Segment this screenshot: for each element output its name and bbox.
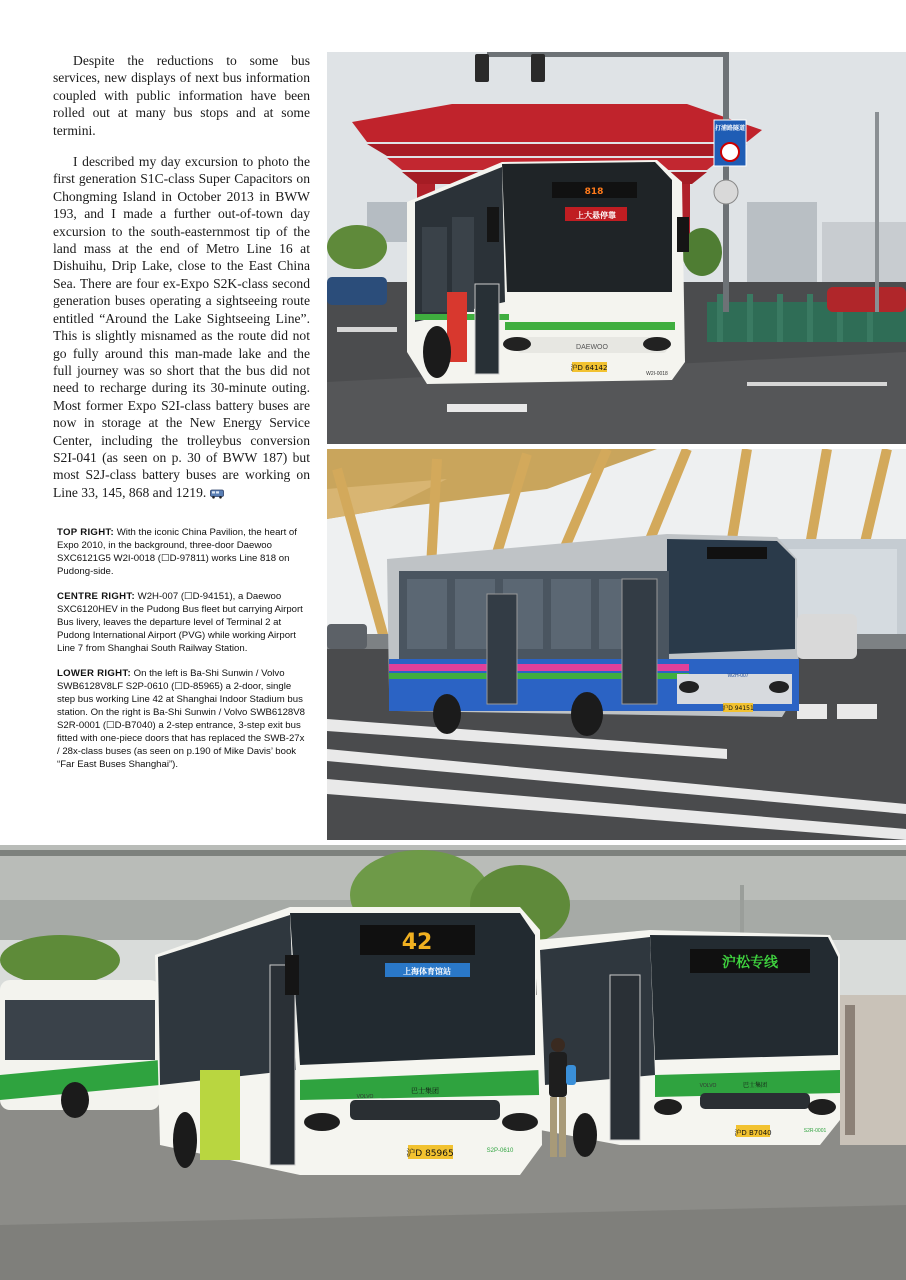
bus-far-left xyxy=(0,980,160,1118)
bus-husong-line xyxy=(535,930,840,1157)
bus-icon xyxy=(210,489,224,499)
photo-centre-right xyxy=(327,449,906,840)
fleet-number: W2H-007 xyxy=(727,673,749,679)
svg-text:818: 818 xyxy=(584,187,604,197)
article-body xyxy=(53,52,310,515)
registration-plate: 沪D 64142 xyxy=(570,364,608,372)
route-number: 42 xyxy=(401,930,433,955)
destination-sign: 沪松专线 xyxy=(722,955,778,971)
caption-text: On the left is Ba-Shi Sunwin / Volvo SWB6128V8LF S2P-0610 (☐D-85965) a 2-door, single step bus working Line 42 at Shanghai Indoor Stadium bus station. On the right is Ba-Shi Sunwin / Volvo SWB6128V8 S2R-0001 (☐D-B7040) a 2-step entrance, 3-step exit bus fitted with one-piece doors that has replaced the SWB-27x / 28x-class buses (as seen on p.190 of Mike Davis’ book “Far East Buses Shanghai”). xyxy=(57,668,305,770)
bus-route-42 xyxy=(155,907,550,1175)
fleet-number: S2R-0001 xyxy=(803,1128,827,1134)
caption-heading: TOP RIGHT: xyxy=(57,527,115,538)
photo-top-right xyxy=(327,52,906,444)
article-paragraph: I described my day excursion to photo the first generation S1C-class Super Capacitors on Chongming Island in October 2013 in BWW 193, and I made a further out-of-town day excursion to the south-easternmost tip of the land mass at the end of Metro Line 16 at Dishuihu, Drip Lake, close to the East China Sea. There are four ex-Expo S2K-class second generation buses operating a sightseeing route entitled “Around the Lake Sightseeing Line”. This is slightly misnamed as the route did not go fully around this man-made lake and the full journey was so short that the bus did not need to recharge during its 30-minute outing. Most former Expo S2I-class battery buses are now in storage at the New Energy Service Center, including the trolleybus conversion S2I-041 (as seen on p. 30 of BWW 187) but most S2J-class battery buses are working on Line 33, 145, 868 and 1219. xyxy=(53,154,310,500)
brand-text: VOLVO xyxy=(356,1094,374,1100)
photo-centre-illustration xyxy=(327,449,906,840)
brand-text: VOLVO xyxy=(699,1083,717,1089)
caption-heading: LOWER RIGHT: xyxy=(57,668,131,679)
brand-text: DAEWOO xyxy=(576,344,608,351)
registration-plate: 沪D 94151 xyxy=(722,705,754,712)
photo-lower-right xyxy=(0,845,906,1280)
operator-text: 巴士集团 xyxy=(742,1083,768,1089)
photo-top-illustration xyxy=(327,52,906,444)
caption-top-right xyxy=(57,526,309,578)
destination-sign: 上海体育馆站 xyxy=(403,967,451,976)
registration-plate: 沪D B7040 xyxy=(734,1129,772,1137)
caption-text: W2H-007 (☐D-94151), a Daewoo SXC6120HEV in the Pudong Bus fleet but carrying Airport Bus livery, leaves the departure level of Terminal 2 at Pudong International Airport (PVG) while working Airport Line 7 from Shanghai South Railway Station. xyxy=(57,591,303,654)
operator-text: 巴士集团 xyxy=(411,1088,439,1095)
photo-captions xyxy=(57,526,309,783)
overhead-sign: 打浦路隧道 xyxy=(714,125,746,132)
caption-centre-right xyxy=(57,590,309,655)
caption-lower-right xyxy=(57,667,309,771)
caption-heading: CENTRE RIGHT: xyxy=(57,591,135,602)
destination-sign: 上大悬停靠 xyxy=(576,211,616,220)
registration-plate: 沪D 85965 xyxy=(406,1149,454,1159)
fleet-number: W2I-0018 xyxy=(646,371,668,377)
article-paragraph: Despite the reductions to some bus services, new displays of next bus information coupled with public information have been rolled out at many bus stops and at some termini. xyxy=(53,53,310,138)
bus-airport-line xyxy=(387,534,799,736)
photo-lower-illustration xyxy=(0,845,906,1280)
caption-text: With the iconic China Pavilion, the heart of Expo 2010, in the background, three-door Daewoo SXC6121G5 W2I-0018 (☐D-97811) works Line 818 on Pudong-side. xyxy=(57,527,297,577)
fleet-number: S2P-0610 xyxy=(486,1148,514,1154)
bus-daewoo xyxy=(407,160,689,384)
